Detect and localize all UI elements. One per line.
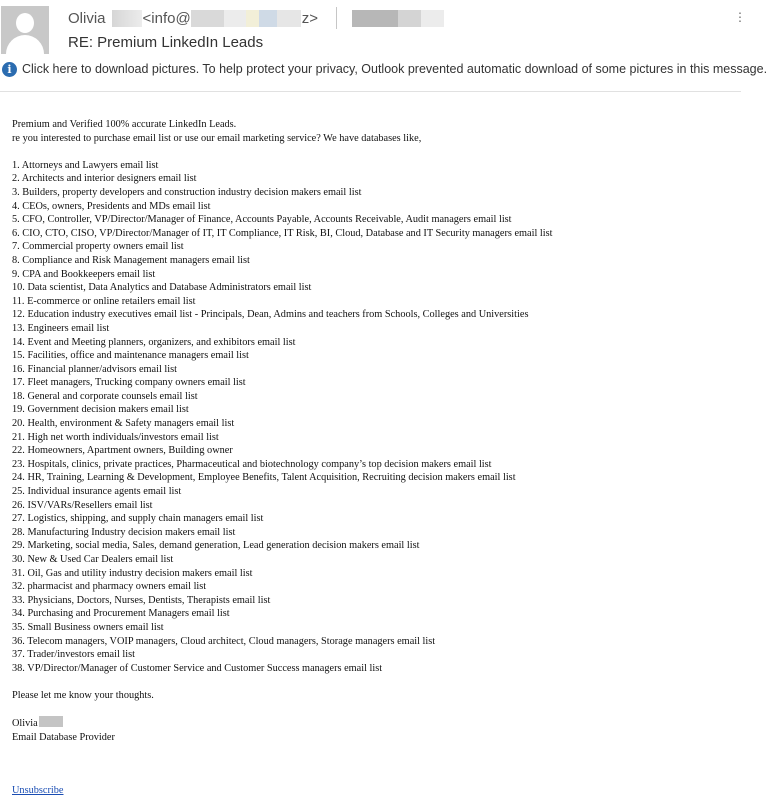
list-item: 9. CPA and Bookkeepers email list [12, 268, 156, 280]
redacted-email-domain [191, 10, 301, 27]
list-item: 25. Individual insurance agents email list [12, 486, 182, 498]
blocked-pictures-notice[interactable] [2, 60, 767, 78]
list-item: 12. Education industry executives email list - Principals, Dean, Admins and teachers from Schools, Colleges and Universities [12, 309, 529, 321]
redacted-recipient [352, 10, 444, 27]
intro-line-1: Premium and Verified 100% accurate LinkedIn Leads. [12, 119, 237, 130]
list-item: 10. Data scientist, Data Analytics and Database Administrators email list [12, 282, 312, 294]
signature-title: Email Database Provider [12, 731, 115, 743]
info-icon: i [2, 62, 17, 77]
list-item: 23. Hospitals, clinics, private practices, Pharmaceutical and biotechnology company’s top decision makers email list [12, 458, 492, 470]
list-item: 32. pharmacist and pharmacy owners email list [12, 581, 207, 593]
notice-text: Click here to download pictures. To help protect your privacy, Outlook prevented automatic download of some pictures in this message. [22, 62, 767, 76]
list-item: 31. Oil, Gas and utility industry decision makers email list [12, 567, 253, 579]
list-item: 35. Small Business owners email list [12, 621, 164, 633]
signature-name-line [12, 716, 732, 731]
list-item: 34. Purchasing and Procurement Managers email list [12, 608, 230, 620]
list-item: 21. High net worth individuals/investors email list [12, 431, 219, 443]
list-item: 11. E-commerce or online retailers email list [12, 295, 196, 307]
list-item: 33. Physicians, Doctors, Nurses, Dentists, Therapists email list [12, 594, 271, 606]
list-item: 22. Homeowners, Apartment owners, Building owner [12, 445, 233, 457]
list-item: 3. Builders, property developers and construction industry decision makers email list [12, 186, 362, 198]
redacted-surname [112, 10, 142, 27]
list-item: 4. CEOs, owners, Presidents and MDs email list [12, 200, 211, 212]
list-item: 27. Logistics, shipping, and supply chain managers email list [12, 513, 264, 525]
list-item: 17. Fleet managers, Trucking company owners email list [12, 377, 246, 389]
sender-email-prefix: <info@ [142, 9, 191, 27]
list-item: 19. Government decision makers email list [12, 404, 189, 416]
list-item: 1. Attorneys and Lawyers email list [12, 159, 159, 171]
list-item: 29. Marketing, social media, Sales, demand generation, Lead generation decision makers email list [12, 540, 420, 552]
list-item: 2. Architects and interior designers email list [12, 173, 197, 185]
unsubscribe-link[interactable]: Unsubscribe [12, 785, 64, 796]
list-item: 24. HR, Training, Learning & Development, Employee Benefits, Talent Acquisition, Recruiting decision makers email list [12, 472, 516, 484]
redacted-signature-surname [39, 716, 63, 727]
list-item: 8. Compliance and Risk Management managers email list [12, 254, 250, 266]
closing-line: Please let me know your thoughts. [12, 689, 154, 701]
database-list [12, 159, 732, 676]
list-item: 6. CIO, CTO, CISO, VP/Director/Manager of IT, IT Compliance, IT Risk, BI, Cloud, Database and IT Security managers email list [12, 227, 553, 239]
list-item: 5. CFO, Controller, VP/Director/Manager of Finance, Accounts Payable, Accounts Receivable, Audit managers email list [12, 214, 512, 226]
list-item: 15. Facilities, office and maintenance managers email list [12, 350, 249, 362]
header-separator [336, 7, 337, 29]
list-item: 16. Financial planner/advisors email list [12, 363, 178, 375]
header-divider [0, 91, 741, 92]
sender-line[interactable] [68, 8, 444, 28]
intro-line-2: re you interested to purchase email list or use our email marketing service? We have databases like, [12, 132, 422, 144]
sender-avatar[interactable] [1, 6, 49, 54]
list-item: 26. ISV/VARs/Resellers email list [12, 499, 153, 511]
message-body [12, 118, 732, 744]
message-subject: RE: Premium LinkedIn Leads [68, 34, 264, 51]
avatar-head-shape [16, 13, 34, 33]
sender-email-suffix: z> [301, 9, 318, 27]
list-item: 28. Manufacturing Industry decision makers email list [12, 526, 236, 538]
list-item: 37. Trader/investors email list [12, 649, 135, 661]
list-item: 14. Event and Meeting planners, organizers, and exhibitors email list [12, 336, 296, 348]
sender-name: Olivia [68, 9, 106, 27]
reply-icon[interactable]: ⋮ [734, 10, 746, 24]
list-item: 13. Engineers email list [12, 322, 110, 334]
message-header [0, 0, 767, 92]
list-item: 7. Commercial property owners email list [12, 241, 184, 253]
list-item: 38. VP/Director/Manager of Customer Service and Customer Success managers email list [12, 662, 383, 674]
list-item: 30. New & Used Car Dealers email list [12, 554, 174, 565]
signature-name: Olivia [12, 718, 38, 730]
list-item: 36. Telecom managers, VOIP managers, Cloud architect, Cloud managers, Storage managers email list [12, 635, 436, 647]
list-item: 18. General and corporate counsels email list [12, 390, 198, 402]
list-item: 20. Health, environment & Safety managers email list [12, 418, 235, 430]
